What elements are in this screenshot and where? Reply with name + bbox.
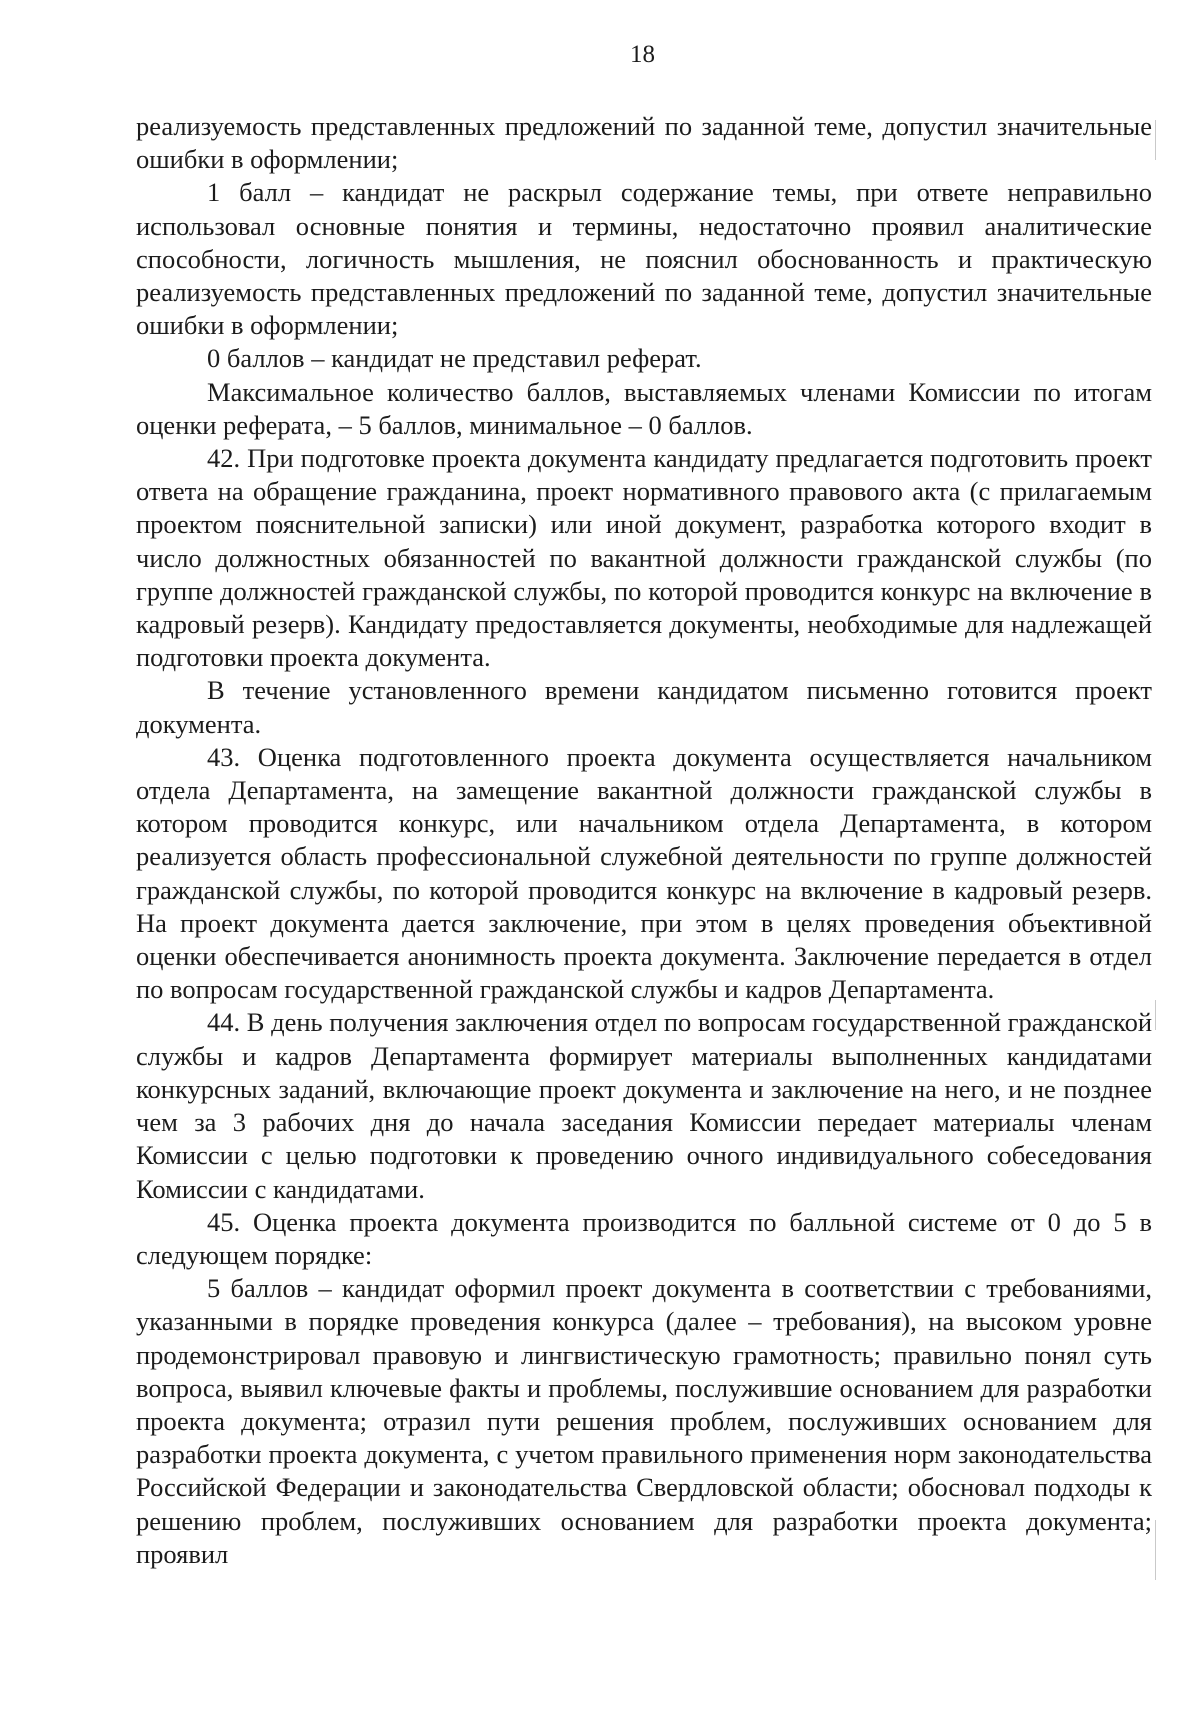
paragraph-10: 5 баллов – кандидат оформил проект документа в соответствии с требованиями, указанными в порядке проведения конкурса (далее – требования), на высоком уровне продемонстрировал правовую и лингвистическую грамотность; правильно понял суть вопроса, выявил ключевые факты и проблемы, послужившие основанием для разработки проекта документа; отразил пути решения проблем, послуживших основанием для разработки проекта документа, с учетом правильного применения норм законодательства Российской Федерации и законодательства Свердловской области; обосновал подходы к решению проблем, послуживших основанием для разработки проекта документа; проявил [136, 1273, 1152, 1569]
paragraph-2: 1 балл – кандидат не раскрыл содержание темы, при ответе неправильно использовал основные понятия и термины, недостаточно проявил аналитические способности, логичность мышления, не пояснил обоснованность и практическую реализуемость представленных предложений по заданной теме, допустил значительные ошибки в оформлении; [136, 177, 1152, 341]
page-number: 18 [630, 41, 655, 68]
paragraph-5: 42. При подготовке проекта документа кандидату предлагается подготовить проект ответа на обращение гражданина, проект нормативного правового акта (с прилагаемым проектом пояснительной записки) или иной документ, разработка которого входит в число должностных обязанностей по вакантной должности гражданской службы (по группе должностей гражданской службы, по которой проводится конкурс на включение в кадровый резерв). Кандидату предоставляется документы, необходимые для надлежащей подготовки проекта документа. [136, 443, 1152, 673]
document-body [136, 110, 1152, 1571]
paragraph-6: В течение установленного времени кандидатом письменно готовится проект документа. [136, 675, 1152, 739]
paragraph-9: 45. Оценка проекта документа производится по балльной системе от 0 до 5 в следующем порядке: [136, 1206, 1152, 1270]
scan-edge-mark [1155, 1520, 1156, 1580]
paragraph-8: 44. В день получения заключения отдел по вопросам государственной гражданской службы и кадров Департамента формирует материалы выполненных кандидатами конкурсных заданий, включающие проект документа и заключение на него, и не позднее чем за 3 рабочих дня до начала заседания Комиссии передает материалы членам Комиссии с целью подготовки к проведению очного индивидуального собеседования Комиссии с кандидатами. [136, 1007, 1152, 1204]
paragraph-4: Максимальное количество баллов, выставляемых членами Комиссии по итогам оценки реферата, – 5 баллов, минимальное – 0 баллов. [136, 376, 1152, 440]
paragraph-1: реализуемость представленных предложений по заданной теме, допустил значительные ошибки в оформлении; [136, 111, 1152, 175]
paragraph-7: 43. Оценка подготовленного проекта документа осуществляется начальником отдела Департамента, на замещение вакантной должности гражданской службы в котором проводится конкурс, или начальником отдела Департамента, в котором реализуется область профессиональной служебной деятельности по группе должностей гражданской службы, по которой проводится конкурс на включение в кадровый резерв. На проект документа дается заключение, при этом в целях проведения объективной оценки обеспечивается анонимность проекта документа. Заключение передается в отдел по вопросам государственной гражданской службы и кадров Департамента. [136, 741, 1152, 1005]
paragraph-3: 0 баллов – кандидат не представил реферат. [207, 343, 702, 374]
scan-edge-mark [1155, 1000, 1156, 1030]
scan-edge-mark [1155, 120, 1156, 160]
